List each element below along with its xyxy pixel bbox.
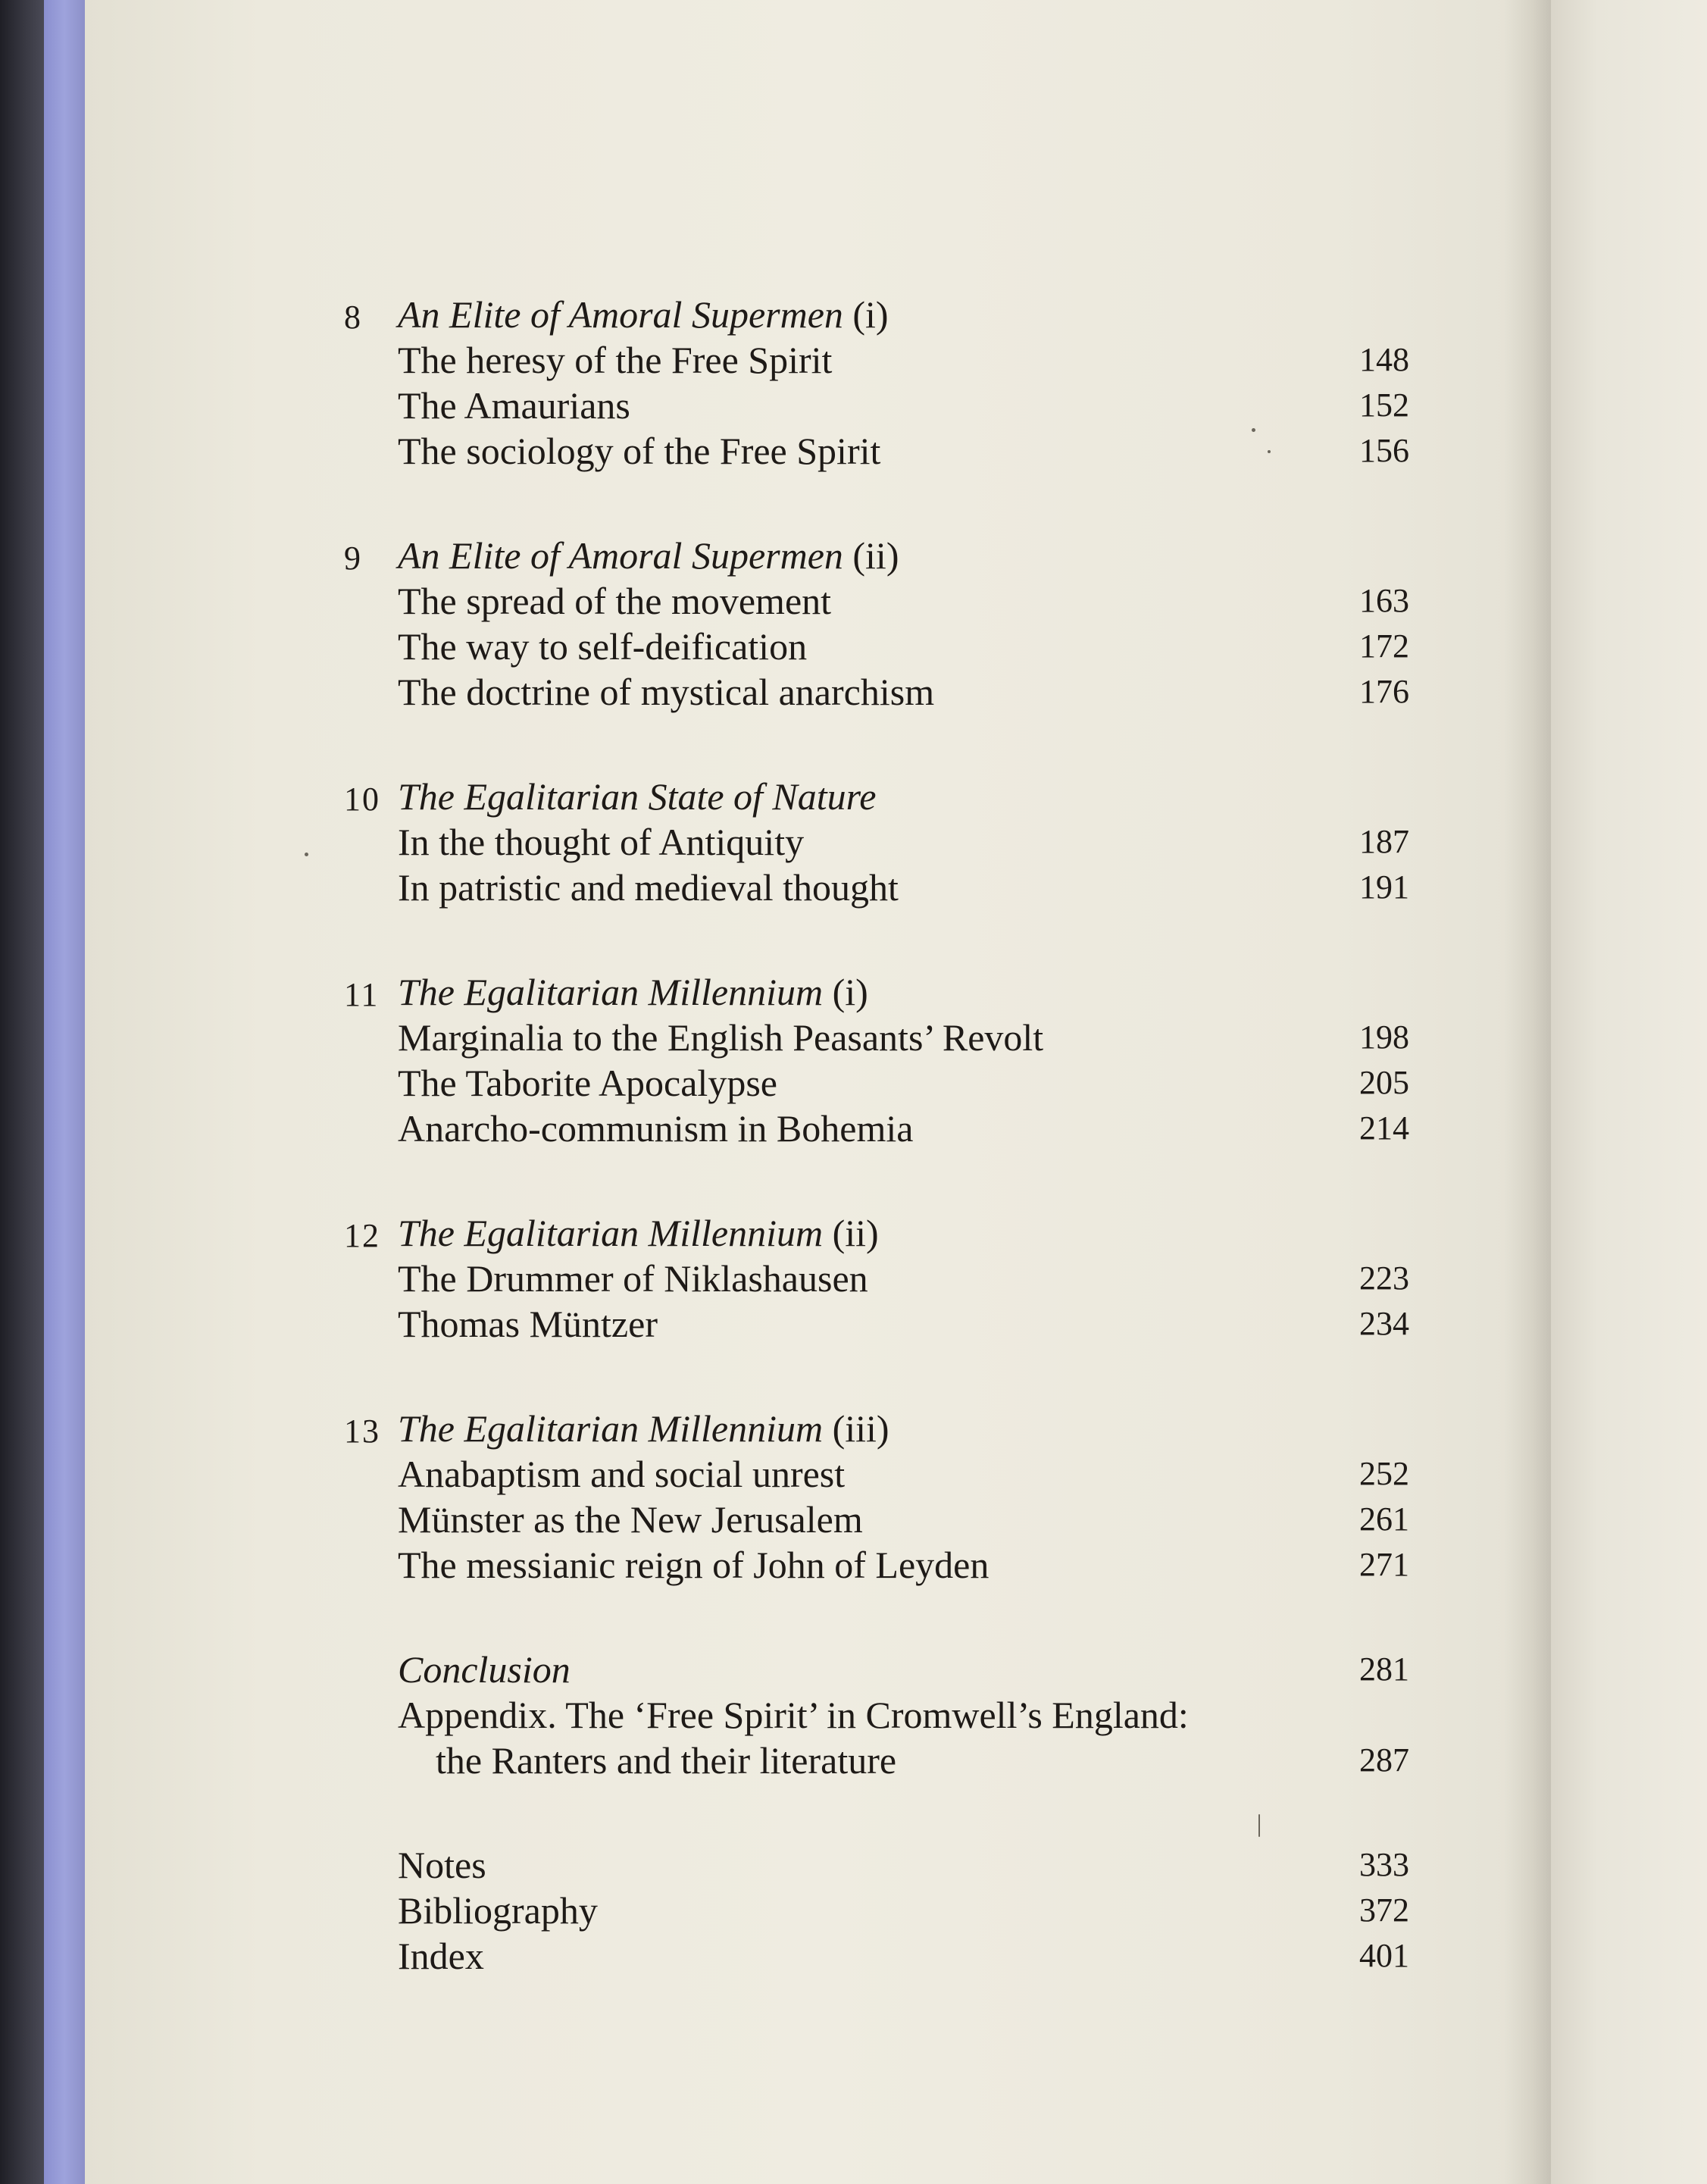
- toc-entry: [333, 1542, 1409, 1588]
- table-of-contents: [333, 292, 1409, 1979]
- chapter-number: 12: [344, 1217, 380, 1254]
- entry-page: 205: [1359, 1064, 1409, 1101]
- entry-label: The messianic reign of John of Leyden: [398, 1544, 989, 1586]
- toc-entry: [333, 1060, 1409, 1106]
- entry-label: The spread of the movement: [398, 580, 832, 622]
- toc-entry-appendix-continued: [333, 1738, 1409, 1783]
- entry-page: 261: [1359, 1500, 1409, 1538]
- entry-page: 234: [1359, 1305, 1409, 1342]
- toc-entry: [333, 1497, 1409, 1542]
- entry-label: Thomas Müntzer: [398, 1303, 658, 1345]
- entry-page: 148: [1359, 341, 1409, 378]
- toc-entry-appendix: [333, 1692, 1409, 1738]
- entry-page: 223: [1359, 1259, 1409, 1297]
- chapter-8: [333, 292, 1409, 474]
- chapter-title: The Egalitarian Millennium (iii): [398, 1407, 889, 1450]
- entry-label: The Taborite Apocalypse: [398, 1062, 777, 1104]
- chapter-title: The Egalitarian State of Nature: [398, 775, 877, 818]
- toc-entry-conclusion: [333, 1647, 1409, 1692]
- entry-label: Anarcho-communism in Bohemia: [398, 1107, 914, 1150]
- chapter-11: [333, 969, 1409, 1151]
- toc-entry-index: [333, 1933, 1409, 1979]
- entry-label: Münster as the New Jerusalem: [398, 1498, 863, 1541]
- chapter-number: 11: [344, 976, 380, 1013]
- chapter-heading: [333, 774, 1409, 819]
- entry-label: The doctrine of mystical anarchism: [398, 671, 935, 713]
- entry-label: Index: [398, 1935, 484, 1977]
- entry-label: Anabaptism and social unrest: [398, 1453, 846, 1495]
- entry-page: 191: [1359, 868, 1409, 906]
- appendix-label: Appendix. The ‘Free Spirit’ in Cromwell’s England:: [398, 1694, 1189, 1736]
- entry-label: The heresy of the Free Spirit: [398, 339, 833, 381]
- toc-entry: [333, 865, 1409, 910]
- toc-entry: [333, 1256, 1409, 1301]
- entry-page: 287: [1359, 1741, 1409, 1779]
- entry-page: 176: [1359, 673, 1409, 710]
- chapter-title: The Egalitarian Millennium (i): [398, 971, 868, 1013]
- chapter-12: [333, 1210, 1409, 1347]
- chapter-heading: [333, 292, 1409, 337]
- toc-entry: [333, 1106, 1409, 1151]
- entry-label: Marginalia to the English Peasants’ Revolt: [398, 1016, 1044, 1059]
- chapter-heading: [333, 533, 1409, 578]
- toc-entry-notes: [333, 1842, 1409, 1888]
- toc-entry: [333, 669, 1409, 715]
- toc-entry: [333, 819, 1409, 865]
- toc-entry: [333, 1451, 1409, 1497]
- conclusion-section: [333, 1647, 1409, 1783]
- chapter-number: 9: [344, 540, 362, 577]
- entry-page: 198: [1359, 1018, 1409, 1056]
- chapter-title: An Elite of Amoral Supermen (i): [398, 293, 889, 336]
- chapter-number: 13: [344, 1413, 380, 1450]
- entry-label: The way to self-deification: [398, 625, 808, 668]
- toc-entry: [333, 1015, 1409, 1060]
- entry-label: In the thought of Antiquity: [398, 821, 805, 863]
- entry-page: 333: [1359, 1846, 1409, 1883]
- entry-label: In patristic and medieval thought: [398, 866, 899, 909]
- entry-page: 252: [1359, 1455, 1409, 1492]
- chapter-13: [333, 1406, 1409, 1588]
- book-spine: [0, 0, 44, 2184]
- toc-entry: [333, 428, 1409, 474]
- toc-entry: [333, 383, 1409, 428]
- book-cover-edge: [44, 0, 85, 2184]
- facing-page: [1551, 0, 1707, 2184]
- entry-label: Notes: [398, 1844, 486, 1886]
- entry-page: 156: [1359, 432, 1409, 469]
- chapter-10: [333, 774, 1409, 910]
- page-gutter-shadow: [1504, 0, 1551, 2184]
- entry-label: Bibliography: [398, 1889, 598, 1932]
- entry-page: 187: [1359, 823, 1409, 860]
- chapter-heading: [333, 1406, 1409, 1451]
- entry-page: 152: [1359, 386, 1409, 424]
- entry-page: 401: [1359, 1937, 1409, 1974]
- back-matter: [333, 1842, 1409, 1979]
- entry-page: 214: [1359, 1109, 1409, 1147]
- toc-entry: [333, 578, 1409, 624]
- chapter-9: [333, 533, 1409, 715]
- toc-entry: [333, 1301, 1409, 1347]
- entry-label: The Amaurians: [398, 384, 630, 427]
- toc-entry: [333, 337, 1409, 383]
- chapter-number: 10: [344, 781, 380, 818]
- chapter-heading: [333, 1210, 1409, 1256]
- entry-page: 163: [1359, 582, 1409, 619]
- entry-page: 172: [1359, 627, 1409, 665]
- entry-page: 372: [1359, 1891, 1409, 1929]
- toc-entry-bibliography: [333, 1888, 1409, 1933]
- chapter-title: The Egalitarian Millennium (ii): [398, 1212, 879, 1254]
- conclusion-label: Conclusion: [398, 1648, 571, 1691]
- chapter-heading: [333, 969, 1409, 1015]
- appendix-label-continued: the Ranters and their literature: [436, 1739, 897, 1782]
- toc-entry: [333, 624, 1409, 669]
- entry-label: The sociology of the Free Spirit: [398, 430, 881, 472]
- paper-speck: [305, 853, 308, 856]
- entry-page: 271: [1359, 1546, 1409, 1583]
- entry-page: 281: [1359, 1651, 1409, 1688]
- chapter-title: An Elite of Amoral Supermen (ii): [398, 534, 899, 577]
- chapter-number: 8: [344, 299, 362, 336]
- entry-label: The Drummer of Niklashausen: [398, 1257, 868, 1300]
